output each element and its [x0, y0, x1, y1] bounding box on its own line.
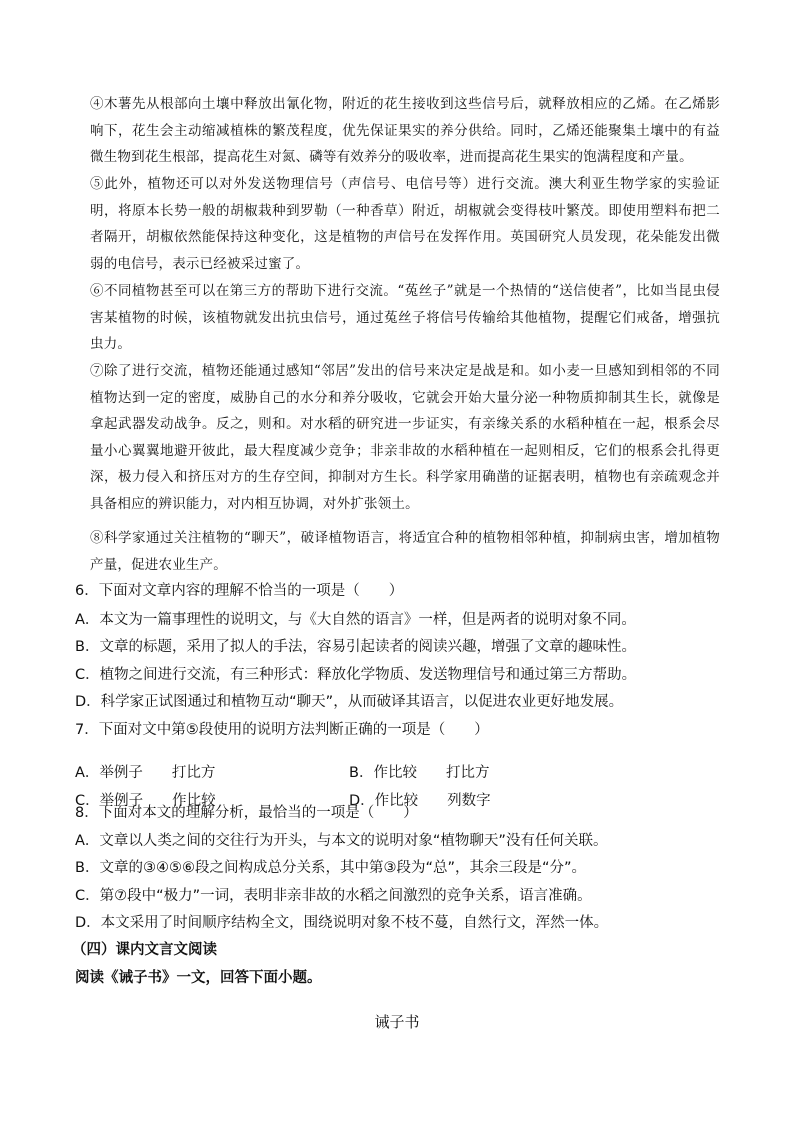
question-8-option-c: C．第⑦段中“极力”一词，表明非亲非故的水稻之间激烈的竞争关系，语言准确。 [75, 888, 592, 904]
question-6-option-b: B．文章的标题，采用了拟人的手法，容易引起读者的阅读兴趣，增强了文章的趣味性。 [75, 639, 636, 655]
question-7-option-c: C．举例子 作比较 [75, 792, 216, 809]
paragraph-5: ⑤此外，植物还可以对外发送物理信号（声信号、电信号等）进行交流。澳大利亚生物学家的实验证明，将原本长势一般的胡椒栽种到罗勒（一种香草）附近，胡椒就会变得枝叶繁茂。即使用塑料布把二者隔开，胡椒依然能保持这种变化，这是植物的声信号在发挥作用。英国研究人员发现，花朵能发出微弱的电信号，表示已经被采过蜜了。 [90, 176, 720, 272]
question-6-option-a: A．本文为一篇事理性的说明文，与《大自然的语言》一样，但是两者的说明对象不同。 [75, 612, 636, 628]
question-8-option-b: B．文章的③④⑤⑥段之间构成总分关系，其中第③段为“总”，其余三段是“分”。 [75, 860, 586, 876]
text-title: 诫子书 [374, 1013, 420, 1031]
question-7-option-b: B．作比较 打比方 [349, 764, 490, 781]
question-8-stem: 8．下面对本文的理解分析，最恰当的一项是（ ） [75, 805, 418, 821]
question-8-option-a: A．文章以人类之间的交往行为开头，与本文的说明对象“植物聊天”没有任何关联。 [75, 833, 608, 849]
paragraph-8: ⑧科学家通过关注植物的“聊天”，破译植物语言，将适宜合种的植物相邻种植，抑制病虫害，增加植物产量，促进农业生产。 [90, 530, 720, 573]
paragraph-6: ⑥不同植物甚至可以在第三方的帮助下进行交流。“菟丝子”就是一个热情的“送信使者”，比如当昆虫侵害某植物的时候，该植物就发出抗虫信号，通过菟丝子将信号传输给其他植物，提醒它们戒备，增强抗虫力。 [90, 283, 720, 353]
section-heading: （四）课内文言文阅读 [72, 941, 217, 958]
question-7-stem: 7．下面对文中第⑤段使用的说明方法判断正确的一项是（ ） [75, 722, 489, 738]
section-instruction: 阅读《诫子书》一文，回答下面小题。 [75, 969, 322, 986]
question-6-option-d: D．科学家正试图通过和植物互动“聊天”，从而破译其语言，以促进农业更好地发展。 [75, 694, 624, 710]
question-7-option-a: A．举例子 打比方 [75, 764, 216, 781]
paragraph-4: ④木薯先从根部向土壤中释放出氰化物，附近的花生接收到这些信号后，就释放相应的乙烯。在乙烯影响下，花生会主动缩减植株的繁茂程度，优先保证果实的养分供给。同时，乙烯还能聚集土壤中的有益微生物到花生根部，提高花生对氮、磷等有效养分的吸收率，进而提高花生果实的饱满程度和产量。 [90, 96, 720, 166]
question-7-option-d: D．作比较 列数字 [349, 792, 491, 809]
question-6-stem: 6．下面对文章内容的理解不恰当的一项是（ ） [75, 583, 404, 599]
question-6-option-c: C．植物之间进行交流，有三种形式：释放化学物质、发送物理信号和通过第三方帮助。 [75, 667, 637, 683]
paragraph-7: ⑦除了进行交流，植物还能通过感知“邻居”发出的信号来决定是战是和。如小麦一旦感知到相邻的不同植物达到一定的密度，威胁自己的水分和养分吸收，它就会开始大量分泌一种物质抑制其生长，就像是拿起武器发动战争。反之，则和。对水稻的研究进一步证实，有亲缘关系的水稻种植在一起，根系会尽量小心翼翼地避开彼此，最大程度减少竞争；非亲非故的水稻种植在一起则相反，它们的根系会扎得更深，极力侵入和挤压对方的生存空间，抑制对方生长。科学家用确凿的证据表明，植物也有亲疏观念并具备相应的辨识能力，对内相互协调，对外扩张领土。 [90, 363, 720, 512]
question-8-option-d: D．本文采用了时间顺序结构全文，围绕说明对象不枝不蔓，自然行文，浑然一体。 [75, 915, 609, 931]
